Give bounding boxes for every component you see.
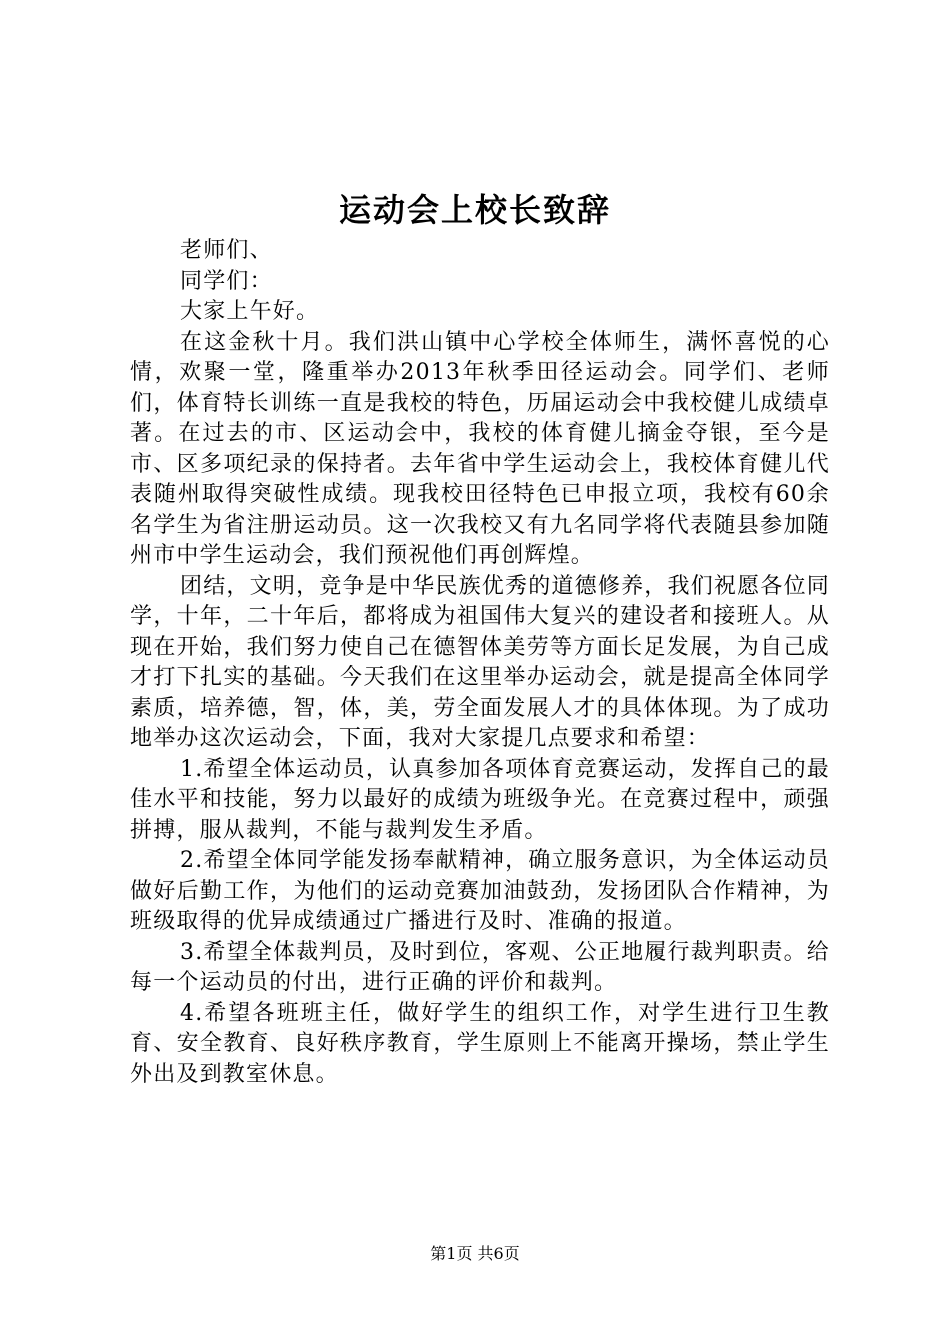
greeting-morning: 大家上午好。 (180, 299, 320, 324)
requirement-1: 1.希望全体运动员，认真参加各项体育竞赛运动，发挥自己的最佳水平和技能，努力以最好的成绩为班级争光。在竞赛过程中，顽强拼搏，服从裁判，不能与裁判发生矛盾。 (130, 756, 830, 843)
page-number-footer: 第1页 共6页 (430, 1244, 520, 1263)
paragraph-unity: 团结，文明，竞争是中华民族优秀的道德修养，我们祝愿各位同学，十年，二十年后，都将成为祖国伟大复兴的建设者和接班人。从现在开始，我们努力使自己在德智体美劳等方面长足发展，为自己成才打下扎实的基础。今天我们在这里举办运动会，就是提高全体同学素质，培养德，智，体，美，劳全面发展人才的具体体现。为了成功地举办这次运动会，下面，我对大家提几点要求和希望： (130, 573, 830, 751)
requirement-4: 4.希望各班班主任，做好学生的组织工作，对学生进行卫生教育、安全教育、良好秩序教育，学生原则上不能离开操场，禁止学生外出及到教室休息。 (130, 1000, 830, 1087)
paragraph-intro: 在这金秋十月。我们洪山镇中心学校全体师生，满怀喜悦的心情，欢聚一堂，隆重举办2013年秋季田径运动会。同学们、老师们，体育特长训练一直是我校的特色，历届运动会中我校健儿成绩卓著。在过去的市、区运动会中，我校的体育健儿摘金夺银，至今是市、区多项纪录的保持者。去年省中学生运动会上，我校体育健儿代表随州取得突破性成绩。现我校田径特色已申报立项，我校有60余名学生为省注册运动员。这一次我校又有九名同学将代表随县参加随州市中学生运动会，我们预祝他们再创辉煌。 (130, 329, 830, 568)
document-body (130, 236, 830, 1090)
requirement-3: 3.希望全体裁判员，及时到位，客观、公正地履行裁判职责。给每一个运动员的付出，进行正确的评价和裁判。 (130, 939, 830, 995)
document-title: 运动会上校长致辞 (338, 191, 611, 229)
greeting-students: 同学们： (180, 268, 273, 294)
requirement-2: 2.希望全体同学能发扬奉献精神，确立服务意识，为全体运动员做好后勤工作，为他们的运动竞赛加油鼓劲，发扬团队合作精神，为班级取得的优异成绩通过广播进行及时、准确的报道。 (130, 848, 830, 934)
greeting-teachers: 老师们、 (180, 238, 273, 263)
